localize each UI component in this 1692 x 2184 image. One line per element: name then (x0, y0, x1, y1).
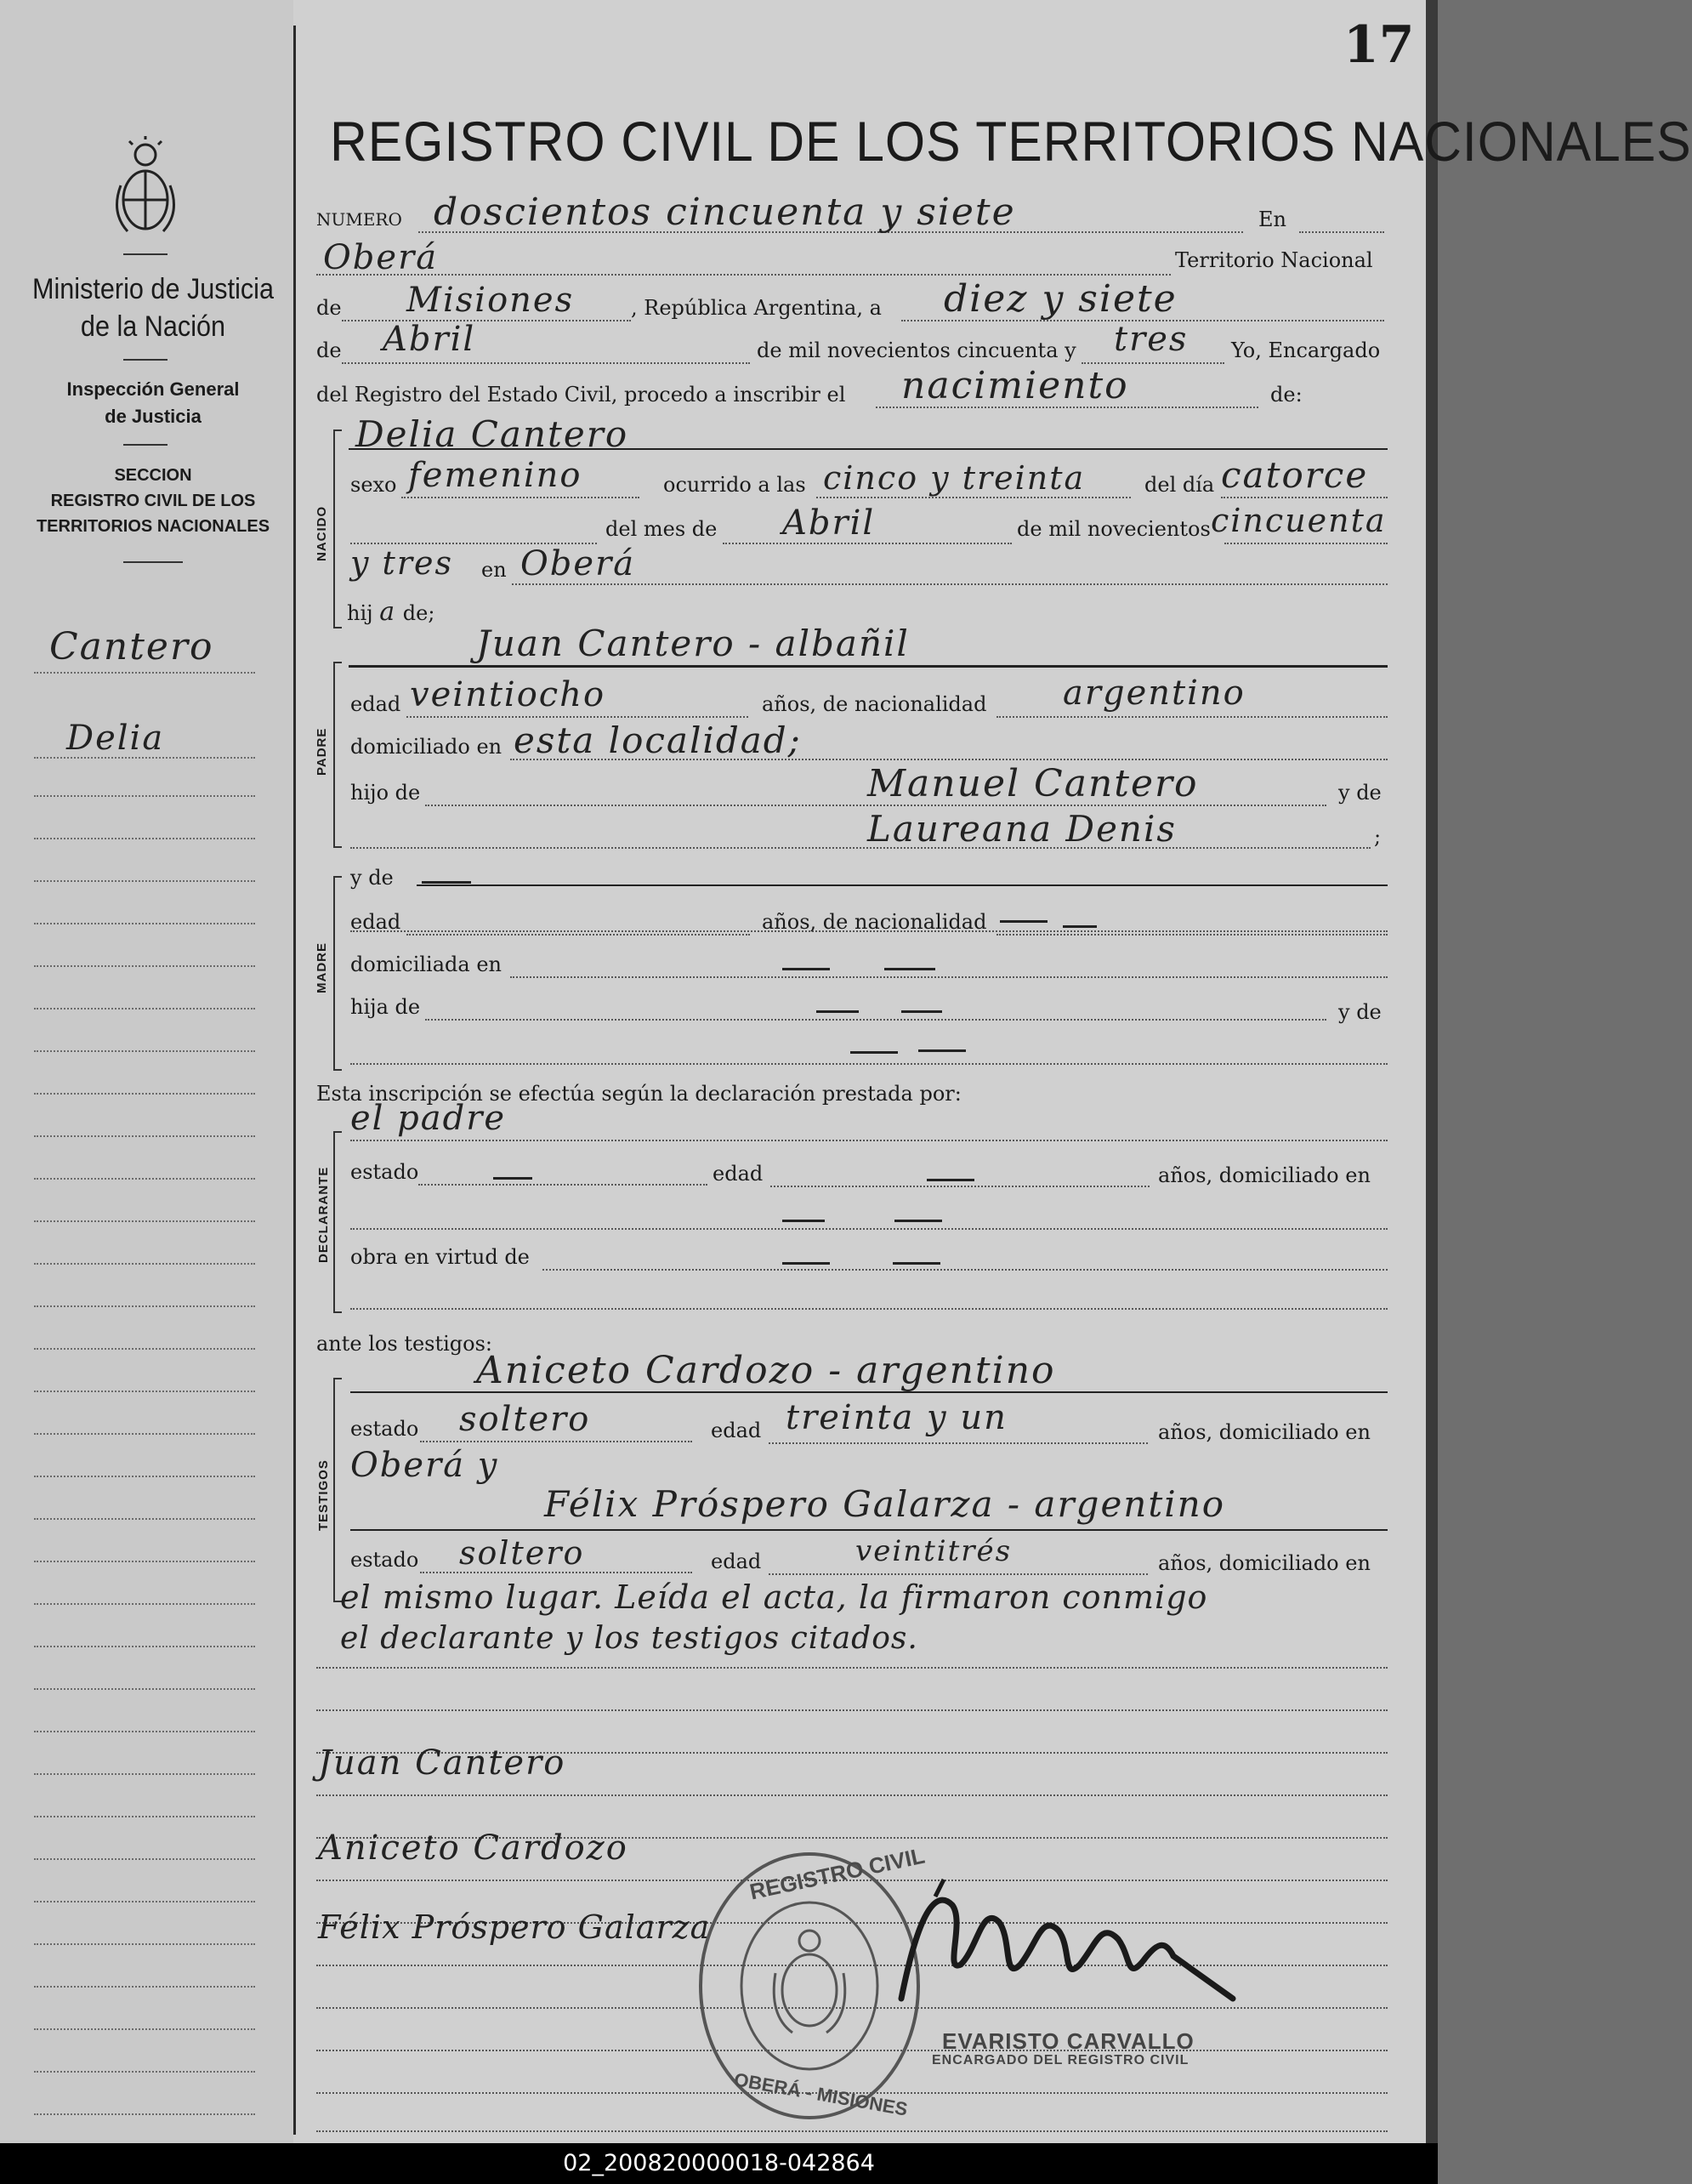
declarante-dom-line (350, 1228, 1388, 1230)
madre-last-line (350, 1063, 1388, 1065)
witness1-edad-label: edad (711, 1419, 762, 1442)
grandmother-value: Laureana Denis (867, 808, 1177, 850)
dash-mark (1063, 925, 1097, 928)
declarante-anos-label: años, domiciliado en (1158, 1163, 1371, 1187)
dash-mark (927, 1179, 974, 1181)
witness2-edad: veintitrés (855, 1534, 1013, 1568)
de2-label: de (316, 338, 342, 362)
dash-mark (850, 1051, 898, 1054)
year2-value: cincuenta (1211, 502, 1387, 539)
witness2-estado: soltero (459, 1534, 585, 1572)
declaracion-intro: Esta inscripción se efectúa según la declaración prestada por: (316, 1082, 962, 1106)
edad-label: edad (350, 692, 401, 716)
padre-section-label: PADRE (315, 727, 329, 776)
domiciliada-line (510, 976, 1388, 978)
sexo-line (401, 497, 639, 498)
witness2-line (350, 1529, 1388, 1531)
coat-of-arms-icon (109, 136, 182, 247)
mes-value: Abril (782, 503, 876, 543)
father-name-line (349, 665, 1388, 668)
declarante-section-label: DECLARANTE (316, 1166, 331, 1263)
domiciliado-label: domiciliado en (350, 735, 502, 759)
divider (123, 359, 167, 361)
witness1-edad: treinta y un (786, 1398, 1008, 1437)
testigos-intro: ante los testigos: (316, 1332, 493, 1356)
witness1-estado-label: estado (350, 1417, 419, 1441)
grandmother-line (350, 847, 1371, 849)
dash-mark (816, 1010, 859, 1013)
dash-mark (901, 1010, 942, 1013)
hijo-label: hij (347, 601, 373, 625)
mes-line (723, 543, 1012, 544)
ministry-title: Ministerio de Justicia (31, 273, 275, 305)
margin-given-name: Delia (66, 719, 165, 758)
dash-mark (782, 1220, 825, 1222)
month-line (342, 362, 750, 364)
child-name-value: Delia Cantero (355, 413, 629, 455)
sexo-value: femenino (408, 456, 582, 495)
signature-witness1: Aniceto Cardozo (318, 1829, 628, 1868)
closing-line-2: el declarante y los testigos citados. (340, 1621, 918, 1656)
dash-mark (422, 881, 471, 884)
en-line (1299, 231, 1384, 233)
edad-value: veintiocho (410, 675, 606, 714)
witness1-estado: soltero (459, 1400, 591, 1439)
birthplace-line (512, 583, 1388, 585)
declarante-bracket (333, 1131, 342, 1313)
dash-mark (1000, 920, 1048, 923)
act-value: nacimiento (901, 364, 1129, 407)
witness2-anos-label: años, domiciliado en (1158, 1551, 1371, 1575)
margin-surname: Cantero (49, 625, 214, 668)
declarante-edad-line (770, 1186, 1150, 1187)
province-value: Misiones (406, 281, 575, 320)
obra-line (542, 1269, 1388, 1271)
hijo-row (347, 597, 434, 627)
father-name-value: Juan Cantero - albañil (476, 623, 910, 664)
madre-y-de2-label: y de (1338, 1000, 1382, 1024)
year2-value-cont: y tres (350, 544, 453, 582)
inspection-title: Inspección General (66, 378, 240, 400)
declarante-value: el padre (350, 1099, 507, 1138)
mil-label: de mil novecientos cincuenta y (757, 338, 1076, 362)
testigos-section-label: TESTIGOS (316, 1459, 331, 1531)
witness2-estado-label: estado (350, 1548, 419, 1572)
page-edge (1426, 0, 1438, 2143)
dash-mark (782, 968, 830, 970)
registro-label: del Registro del Estado Civil, procedo a inscribir el (316, 383, 846, 407)
hijo-suffix: a (379, 597, 397, 627)
time-line (816, 497, 1131, 498)
page-title: REGISTRO CIVIL DE LOS TERRITORIOS NACIONALES (330, 110, 1692, 173)
republica-label: , República Argentina, a (631, 296, 882, 320)
nacido-section-label: NACIDO (315, 505, 329, 561)
dia-line (1221, 497, 1388, 498)
witness2-estado-line (420, 1572, 692, 1573)
dash-mark (493, 1177, 532, 1180)
scan-footer-code: 02_200820000018-042864 (0, 2143, 1438, 2184)
semicolon: ; (1374, 825, 1382, 849)
section-name: REGISTRO CIVIL DE LOS (50, 492, 256, 510)
numero-value: doscientos cincuenta y siete (434, 191, 1016, 234)
declarante-edad-label: edad (713, 1162, 764, 1186)
place-value: Oberá (323, 238, 439, 277)
hijo-de-label: hijo de (350, 781, 421, 805)
ocurrido-label: ocurrido a las (663, 473, 806, 497)
officer-name: EVARISTO CARVALLO (942, 2028, 1195, 2054)
dash-mark (893, 1262, 940, 1265)
page-number: 17 (1343, 15, 1415, 75)
nacionalidad-value: argentino (1063, 674, 1246, 713)
declarante-line (350, 1140, 1388, 1141)
declarante-estado-label: estado (350, 1160, 419, 1184)
madre-edad-line (406, 934, 750, 936)
day-value: diez y siete (944, 277, 1178, 321)
mil2-label: de mil novecientos (1017, 517, 1211, 541)
nacido-bracket (333, 429, 342, 628)
margin-rule (293, 26, 296, 2135)
witness2-value: Félix Próspero Galarza - argentino (544, 1483, 1225, 1525)
hija-de-label: hija de (350, 995, 421, 1019)
y-de-label: y de (1338, 781, 1382, 805)
witness2-edad-label: edad (711, 1550, 762, 1573)
witness1-value: Aniceto Cardozo - argentino (476, 1349, 1056, 1392)
madre-edad-label: edad (350, 910, 401, 934)
witness1-domicilio: Oberá y (350, 1446, 499, 1485)
edad-line (406, 716, 748, 718)
closing-line-1: el mismo lugar. Leída el acta, la firmaron conmigo (340, 1578, 1208, 1616)
madre-section-label: MADRE (315, 942, 329, 993)
declarante-estado-line (418, 1184, 707, 1186)
dash-mark (894, 1220, 942, 1222)
place-line (316, 274, 1171, 276)
sexo-label: sexo (350, 473, 397, 497)
seal-top-text: REGISTRO CIVIL (747, 1842, 928, 1905)
child-name-line (349, 448, 1388, 450)
domicilio-value: esta localidad; (514, 719, 802, 761)
witness1-anos-label: años, domiciliado en (1158, 1420, 1371, 1444)
hijo-de-label: de; (402, 601, 435, 625)
ministry-subtitle: de la Nación (80, 310, 226, 343)
en2-label: en (481, 558, 507, 582)
obra-label: obra en virtud de (350, 1245, 530, 1269)
yo-label: Yo, Encargado (1231, 338, 1381, 362)
grandfather-value: Manuel Cantero (867, 762, 1199, 805)
dia-value: catorce (1221, 454, 1369, 496)
seal-bottom-text: OBERÁ - MISIONES (732, 2068, 910, 2120)
divider (123, 444, 167, 446)
anos-label: años, de nacionalidad (762, 692, 987, 716)
testigos-bracket (333, 1378, 342, 1602)
madre-y-de-label: y de (350, 866, 394, 890)
dash-mark (918, 1049, 966, 1052)
year2-line (1224, 543, 1388, 544)
officer-title: ENCARGADO DEL REGISTRO CIVIL (932, 2053, 1190, 2067)
divider (123, 253, 167, 255)
inspection-subtitle: de Justicia (105, 406, 202, 427)
domiciliada-label: domiciliada en (350, 953, 502, 976)
en-label: En (1258, 208, 1286, 231)
declarante-last-line (350, 1308, 1388, 1310)
section-label: SECCION (114, 466, 192, 485)
madre-anos-label: años, de nacionalidad (762, 910, 987, 934)
dash-mark (884, 968, 935, 970)
madre-bracket (333, 876, 342, 1071)
nacionalidad-line (996, 716, 1388, 718)
dash-mark (782, 1262, 830, 1265)
witness1-edad-line (769, 1442, 1148, 1444)
numero-label: NUMERO (316, 209, 402, 230)
de3-label: de: (1270, 383, 1303, 407)
witness1-estado-line (420, 1441, 692, 1442)
time-value: cinco y treinta (823, 459, 1086, 497)
year-value: tres (1114, 320, 1189, 359)
dia-label: del día (1144, 473, 1215, 497)
de-label: de (316, 296, 342, 320)
madre-nacionalidad-line (996, 934, 1388, 936)
signature-witness2: Félix Próspero Galarza (318, 1908, 711, 1946)
mes-label: del mes de (605, 517, 718, 541)
hija-de-line (425, 1019, 1326, 1021)
officer-signature-icon (884, 1863, 1250, 2016)
signature-father: Juan Cantero (318, 1743, 566, 1783)
section-name-2: TERRITORIOS NACIONALES (36, 517, 270, 536)
month-value: Abril (383, 320, 476, 359)
witness2-edad-line (769, 1573, 1148, 1575)
territorio-label: Territorio Nacional (1175, 248, 1373, 272)
padre-bracket (333, 662, 342, 848)
birthplace-value: Oberá (520, 544, 636, 583)
witness1-line (350, 1391, 1388, 1393)
mother-name-line (417, 884, 1388, 886)
divider (123, 561, 183, 563)
